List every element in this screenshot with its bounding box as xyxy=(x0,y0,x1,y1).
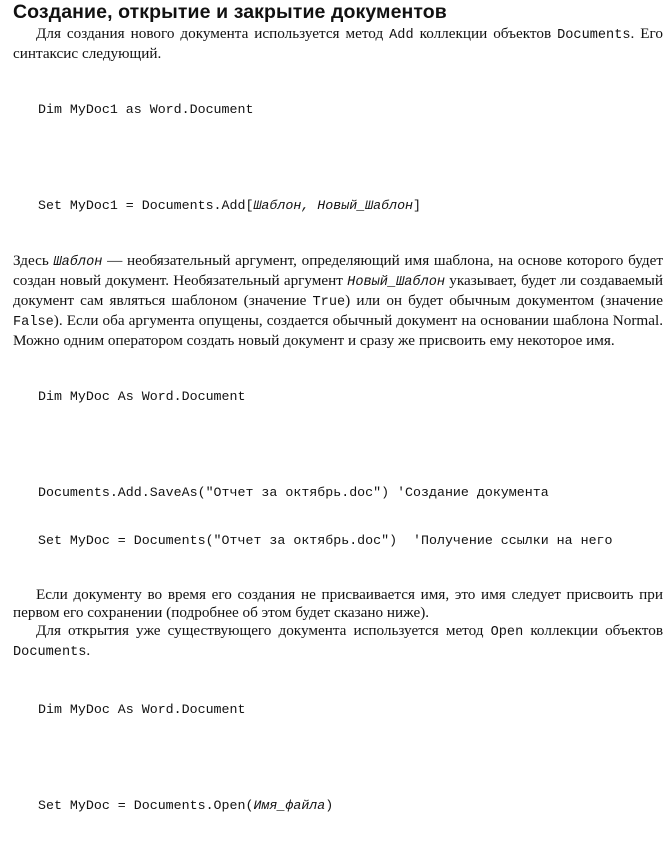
text-run: коллекции объектов xyxy=(413,25,558,42)
paragraph-naming: Если документу во время его создания не присваивается имя, это имя следует присвоить при первом его сохранении (подробнее об этом будет сказано ниже). xyxy=(13,586,663,621)
code-line: Dim MyDoc1 as Word.Document xyxy=(38,102,254,117)
text-run: ). Если оба аргумента опущены, создается обычный документ на основании шаблона Normal. Можно одним оператором создать новый документ и сразу же присвоить ему некоторое имя. xyxy=(13,312,663,349)
code-run: Set MyDoc = Documents.Open( xyxy=(38,798,254,813)
code-line-blank xyxy=(38,437,663,453)
code-block-saveas xyxy=(13,357,663,581)
paragraph-add-method xyxy=(13,25,663,63)
code-inline-new-template: Новый_Шаблон xyxy=(347,275,446,290)
text-run: Для создания нового документа используется метод xyxy=(36,25,390,42)
code-run-placeholder: Имя_файла xyxy=(253,798,326,813)
paragraph-arguments xyxy=(13,252,663,350)
code-run: Set MyDoc1 = Documents.Add[ xyxy=(38,198,254,213)
code-run-placeholder: Шаблон, Новый_Шаблон xyxy=(253,198,414,213)
code-line xyxy=(38,198,663,214)
text-run: — необязательный аргумент, определяющий имя шаблона, на основе которого будет создан новый документ. Необязательный аргумент xyxy=(13,252,663,289)
code-inline-true: True xyxy=(312,295,346,310)
code-line: Dim MyDoc As Word.Document xyxy=(38,389,246,404)
text-run: коллекции объектов xyxy=(523,622,663,639)
code-inline-open: Open xyxy=(490,625,524,640)
code-inline-documents: Documents xyxy=(557,28,631,43)
code-block-add xyxy=(13,70,663,246)
text-run: указывает, будет ли создаваемый документ сам являться шаблоном (значение xyxy=(13,272,663,309)
text-run: ) или он будет обычным документом (значение xyxy=(345,292,664,309)
code-run: ] xyxy=(413,198,422,213)
code-line: Set MyDoc = Documents("Отчет за октябрь.doc") 'Получение ссылки на него xyxy=(38,533,613,548)
code-line-blank xyxy=(38,150,663,166)
code-inline-add: Add xyxy=(389,28,414,43)
code-inline-documents: Documents xyxy=(13,645,87,660)
section-heading: Создание, открытие и закрытие документов xyxy=(13,1,447,23)
code-inline-template: Шаблон xyxy=(53,255,103,270)
text-run: . xyxy=(86,642,91,659)
text-run: . Его синтаксис следующий. xyxy=(13,25,663,62)
code-run: ) xyxy=(325,798,334,813)
text-run: Для открытия уже существующего документа используется метод xyxy=(36,622,491,639)
code-line xyxy=(38,798,663,814)
paragraph-open-method xyxy=(13,622,663,662)
code-line: Dim MyDoc As Word.Document xyxy=(38,702,246,717)
text-run: Здесь xyxy=(13,252,54,269)
code-block-open xyxy=(13,670,663,846)
code-inline-false: False xyxy=(13,315,54,330)
code-line-blank xyxy=(38,750,663,766)
code-line: Documents.Add.SaveAs("Отчет за октябрь.doc") 'Создание документа xyxy=(38,485,549,500)
